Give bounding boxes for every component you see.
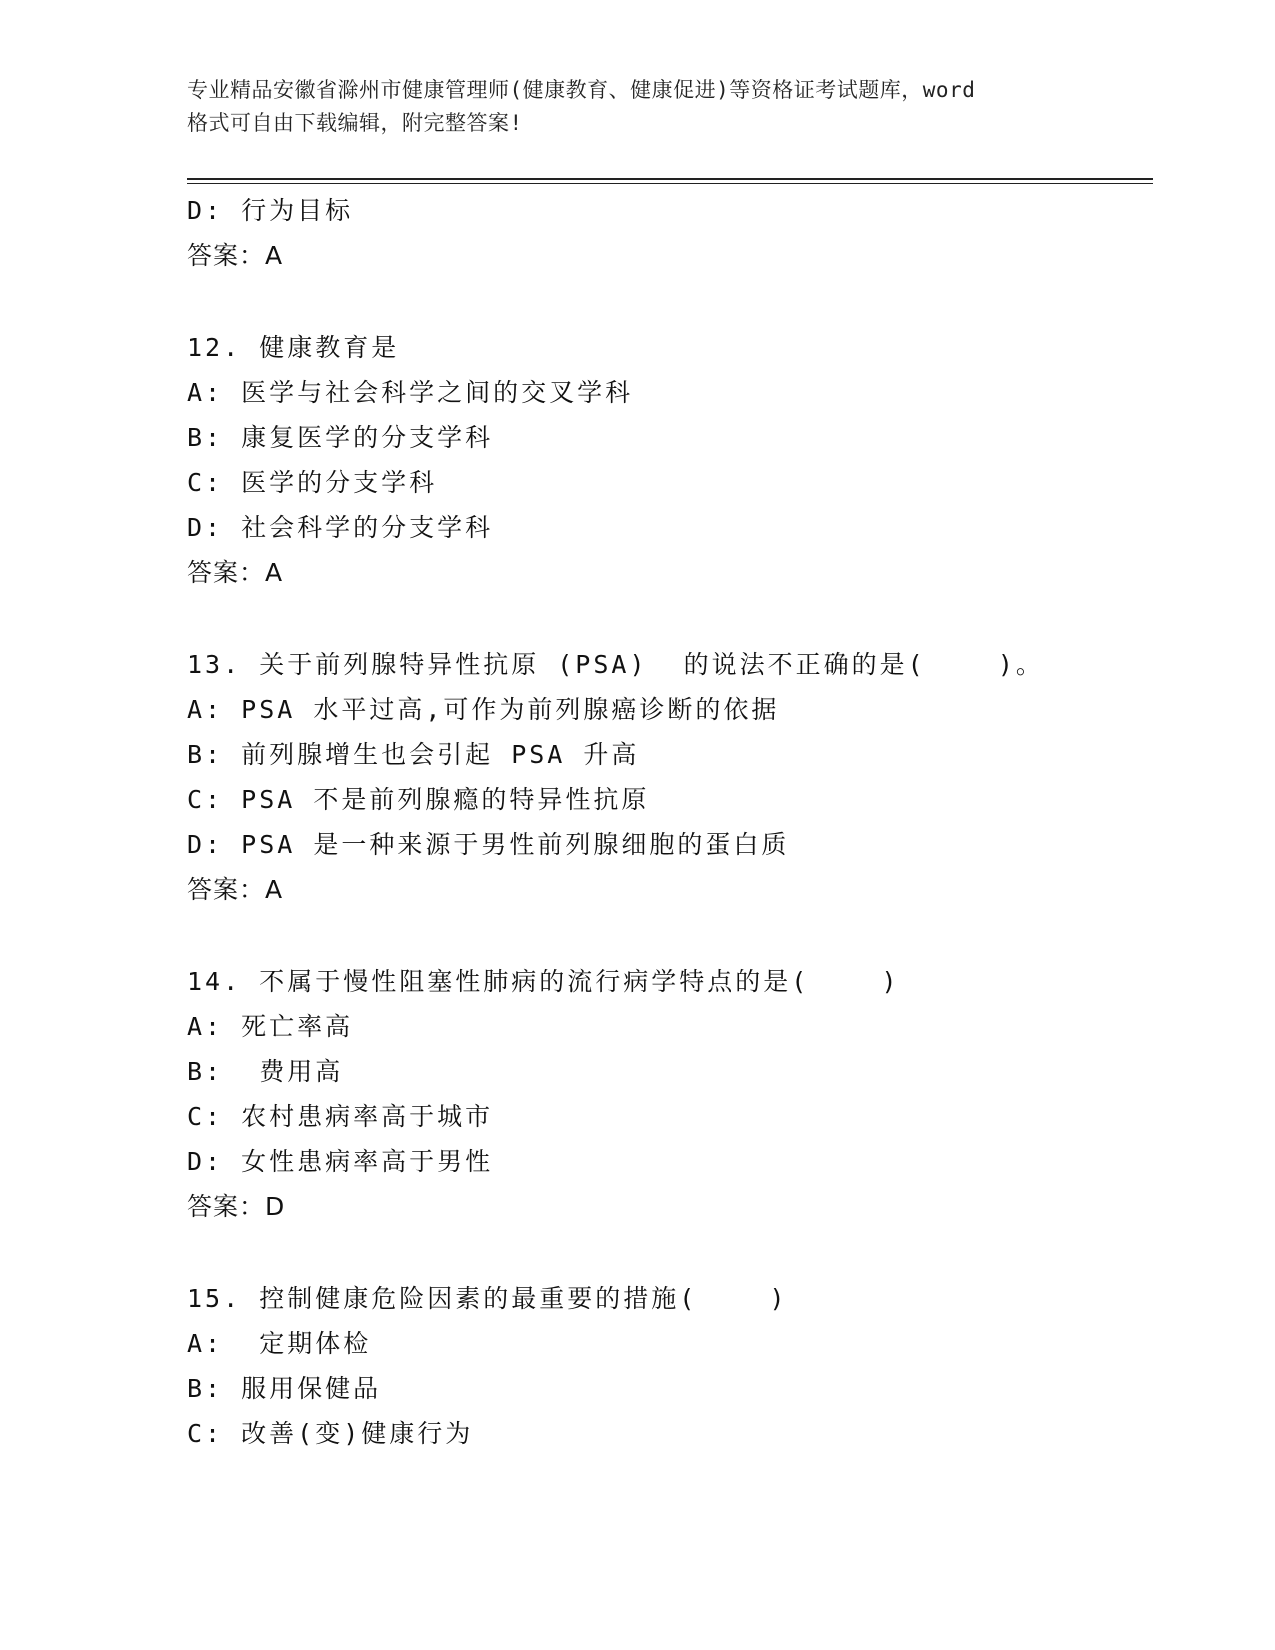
option-c: C: 医学的分支学科: [187, 468, 438, 497]
question-13: [187, 642, 1147, 912]
question-15: [187, 1276, 1147, 1456]
option-a: A: 定期体检: [187, 1329, 372, 1358]
option-c: C: 改善(变)健康行为: [187, 1419, 474, 1448]
option-c: C: PSA 不是前列腺瘾的特异性抗原: [187, 785, 650, 814]
option-a: A: 死亡率高: [187, 1012, 354, 1041]
question-14: [187, 959, 1147, 1229]
header-line-1: 专业精品安徽省滁州市健康管理师(健康教育、健康促进)等资格证考试题库，word: [187, 78, 976, 102]
question-stem: 12. 健康教育是: [187, 333, 400, 362]
option-a: A: PSA 水平过高,可作为前列腺癌诊断的依据: [187, 695, 780, 724]
option-c: C: 农村患病率高于城市: [187, 1102, 494, 1131]
option-b: B: 康复医学的分支学科: [187, 423, 494, 452]
option-d: D: 行为目标: [187, 196, 354, 225]
answer: 答案：A: [187, 241, 284, 270]
option-b: B: 前列腺增生也会引起 PSA 升高: [187, 740, 640, 769]
answer: 答案：A: [187, 558, 284, 587]
option-d: D: 社会科学的分支学科: [187, 513, 494, 542]
option-d: D: PSA 是一种来源于男性前列腺细胞的蛋白质: [187, 830, 790, 859]
header-rule-thin: [187, 183, 1153, 184]
question-11-tail: [187, 188, 1147, 278]
question-list: [187, 188, 1147, 1456]
header-line-2: 格式可自由下载编辑，附完整答案!: [187, 111, 523, 135]
page-header: [187, 74, 1087, 140]
header-rule-thick: [187, 178, 1153, 180]
question-stem: 14. 不属于慢性阻塞性肺病的流行病学特点的是( ): [187, 967, 900, 996]
option-b: B: 服用保健品: [187, 1374, 382, 1403]
question-stem: 15. 控制健康危险因素的最重要的措施( ): [187, 1284, 788, 1313]
question-stem: 13. 关于前列腺特异性抗原 (PSA) 的说法不正确的是( )。: [187, 650, 1044, 679]
option-b: B: 费用高: [187, 1057, 344, 1086]
question-12: [187, 325, 1147, 595]
answer: 答案：D: [187, 1192, 286, 1221]
option-a: A: 医学与社会科学之间的交叉学科: [187, 378, 634, 407]
option-d: D: 女性患病率高于男性: [187, 1147, 494, 1176]
answer: 答案：A: [187, 875, 284, 904]
